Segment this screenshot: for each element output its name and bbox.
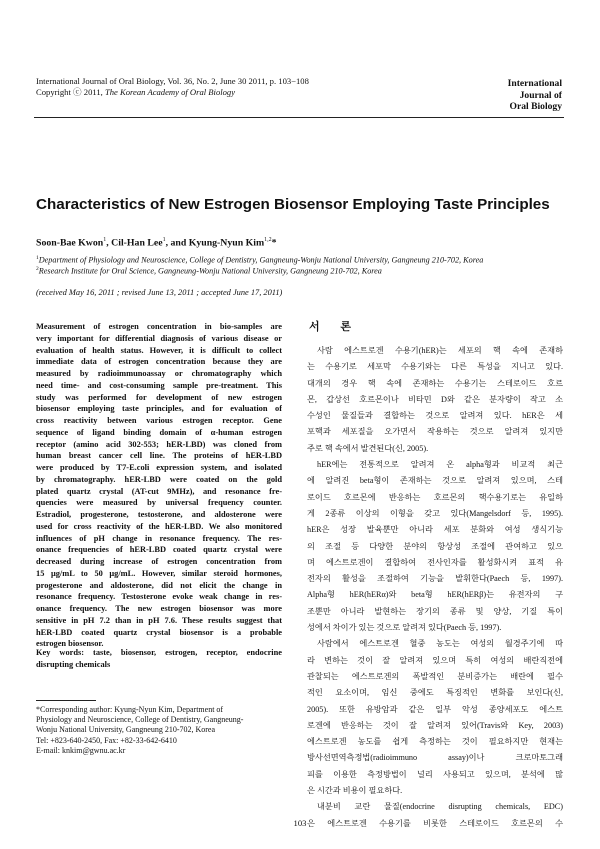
section-heading: 서 론: [309, 321, 361, 333]
abstract-line: cross reactivity between various estrogen receptor. Gene: [36, 416, 282, 425]
keywords-line: disrupting chemicals: [36, 659, 111, 669]
body-line: 사람에서 에스트로겐 혈중 농도는 여성의 월경주기에 따: [317, 639, 563, 649]
abstract-line: immediate data of estrogen concentration because they are: [36, 357, 282, 367]
abstract-line: study was performed for development of new estrogen: [36, 392, 282, 402]
body-line: 피를 이용한 측정방법이 널리 사용되고 있으며, 분석에 많: [307, 769, 563, 779]
body-line: 주로 핵 속에서 발견된다(신, 2005).: [307, 443, 429, 453]
affiliation: $^2$Research Institute for Oral Science, Gangneung-Wonju National University, Gangneung 210-702, Korea: [36, 266, 382, 276]
abstract-line: human breast cancer cell line. The proteins of hER-LBD: [36, 451, 282, 461]
brand-line: Oral Biology: [509, 101, 562, 112]
article-title: Characteristics of New Estrogen Biosensor Employing Taste Principles: [36, 196, 550, 213]
author-name: Soon-Bae Kwon: [36, 237, 104, 249]
journal-brand: [488, 78, 562, 113]
abstract-line: 15 μg/mL to 50 μg/mL. However, similar steroid hormones,: [36, 568, 282, 578]
body-line: 게 2종류 이상의 이형을 갖고 있다(Mangelsdorf 등, 1995).: [307, 508, 563, 518]
body-line: 방사선면역측정법(radioimmuno assay)이나 크로마토그래: [307, 753, 563, 763]
body-line: 은 시간과 비용이 필요하다.: [307, 786, 403, 796]
abstract-line: need time- and cost-consuming sample pre-treatment. This: [36, 380, 282, 390]
copyright-holder: The Korean Academy of Oral Biology: [104, 87, 236, 97]
author-name: Cil-Han Lee: [111, 237, 163, 249]
body-line: 성에서 차이가 있는 것으로 알려져 있다(Paech 등, 1997).: [307, 623, 502, 633]
abstract-line: quencies were measured by universal frequency counter.: [36, 498, 282, 508]
abstract-line: used for cross reactivity of the hER-LBD. We also monitored: [36, 521, 282, 531]
body-line: 몬, 갑상선 호르몬이나 비타민 D와 같은 분자량이 작고 소: [307, 394, 563, 404]
abstract-line: hER-LBD coated quartz crystal biosensor is a probable: [36, 627, 282, 637]
received-dates: (received May 16, 2011 ; revised June 13, 2011 ; accepted June 17, 2011): [36, 288, 283, 297]
body-line: 내분비 교란 물질(endocrine disrupting chemicals, EDC): [317, 802, 563, 812]
footnote-divider: [36, 700, 96, 701]
body-line: 조뿐만 아니라 발현하는 장기의 종류 및 양상, 기질 특이: [307, 606, 563, 616]
abstract-line: influences of pH change in resonance frequency. The res-: [36, 533, 282, 543]
author-list: Soon-Bae Kwon$^1$, Cil-Han Lee$^1$, and Kyung-Nyun Kim$^{1,2}$*: [36, 237, 277, 249]
body-line: Alpha형 hER(hERα)와 beta형 hER(hERβ)는 유전자의 구: [307, 590, 563, 600]
abstract-line: Estradiol, progesterone, testosterone, and aldosterone were: [36, 510, 282, 519]
abstract-line: measured by radioimmunoassay or chromatography which: [36, 369, 282, 378]
journal-header: [36, 76, 309, 98]
footnote-line: Tel: +823-640-2450, Fax: +82-33-642-6410: [36, 735, 177, 745]
body-line: 에스트로겐 농도를 쉽게 측정하는 것이 필요하지만 현재는: [307, 737, 563, 747]
abstract-line: onance frequency. The new estrogen biosensor was more: [36, 604, 282, 613]
corresponding-footnote: [36, 705, 282, 756]
author-name: and Kyung-Nyun Kim: [170, 237, 265, 249]
footnote-line: Wonju National University, Gangneung 210-702, Korea: [36, 725, 216, 735]
brand-line: Journal of: [519, 89, 562, 101]
copyright-symbol: ⓒ: [73, 87, 82, 97]
header-divider: [34, 117, 564, 118]
abstract-line: evaluation of health status. However, it is difficult to collect: [36, 345, 282, 355]
body-line: 며 에스트로겐이 결합하여 전사인자를 활성화시켜 표적 유: [307, 557, 563, 567]
body-line: 의 조절 등 다양한 분야의 항상성 조절에 관여하고 있으: [307, 541, 563, 551]
page-number: 103: [293, 818, 307, 828]
abstract-line: onance frequencies of hER-LBD coated quartz crystal were: [36, 545, 282, 555]
body-line: 로겐에 반응하는 것이 잘 알려져 있어(Travis와 Key, 2003): [307, 720, 563, 730]
abstract-line: Measurement of estrogen concentration in bio-samples are: [36, 322, 282, 331]
introduction-body: [307, 343, 563, 832]
abstract-line: resonance frequency. Testosterone evoke weak change in res-: [36, 592, 282, 602]
body-line: 는 수용기로 세포막 수용기와는 다른 특성을 지니고 있다.: [307, 362, 563, 372]
footnote-line: *Corresponding author: Kyung-Nyun Kim, Department of: [36, 705, 224, 714]
abstract-line: by chromatography. hER-LBD were coated on the gold: [36, 474, 282, 484]
abstract-line: very important for differential diagnosis of various disease or: [36, 333, 282, 343]
abstract-line: were produced by T7-E.coli expression system, and isolated: [36, 463, 282, 472]
corresponding-mark: *: [271, 237, 277, 249]
brand-line: International: [507, 78, 562, 89]
keywords: [36, 647, 282, 671]
citation-line: International Journal of Oral Biology, Vol. 36, No. 2, June 30 2011, p. 103−108: [36, 76, 309, 86]
abstract-line: decreased during increase of estrogen concentration from: [36, 557, 282, 566]
abstract-line: biosensor employing taste principles, and for evaluation of: [36, 404, 282, 414]
body-line: 2005). 또한 유방암과 같은 일부 악성 종양세포도 에스트: [307, 704, 563, 714]
copyright-line: Copyright ⓒ 2011, The Korean Academy of Oral Biology: [36, 87, 236, 97]
keywords-line: Key words: taste, biosensor, estrogen, receptor, endocrine: [36, 648, 282, 657]
author-affiliation-mark: 1: [162, 237, 166, 243]
body-line: hER에는 전통적으로 알려져 온 alpha형과 비교적 최근: [317, 460, 563, 470]
footnote-line: E-mail: knkim@gwnu.ac.kr: [36, 745, 126, 755]
abstract-line: estrogen biosensor.: [36, 639, 104, 649]
body-line: 포핵과 세포질을 오가면서 작용하는 것으로 알려져 있지만: [307, 427, 563, 437]
abstract-line: sequence of ligand binding domain of α-human estrogen: [36, 427, 282, 437]
author-affiliation-mark: 1,2: [264, 237, 272, 243]
abstract: [36, 321, 282, 650]
body-line: 사람 에스트로겐 수용기(hER)는 세포의 핵 속에 존재하: [317, 346, 563, 355]
affiliation: $^1$Department of Physiology and Neuroscience, College of Dentistry, Gangneung-Wonju National University, Gangneung 210-702, Korea: [36, 255, 484, 265]
body-line: 대개의 경우 핵 속에 존재하는 수용기는 스테로이드 호르: [307, 378, 563, 388]
body-line: 은 에스트로겐 수용기를 비롯한 스테로이드 호르몬의 수: [307, 818, 563, 828]
body-line: 전자의 활성을 조절하여 기능을 발휘한다(Paech 등, 1997).: [307, 574, 563, 584]
abstract-line: receptor (amino acid 302-553; hER-LBD) was cloned from: [36, 439, 282, 449]
body-line: 적인 요소이며, 임신 중에도 특징적인 변화를 보인다(신,: [307, 688, 563, 698]
footnote-line: Physiology and Neuroscience, College of Dentistry, Gangneung-: [36, 715, 244, 725]
body-line: 수성인 물질들과 결합하는 것으로 알려져 있다. hER은 세: [307, 411, 563, 421]
author-affiliation-mark: 1: [103, 237, 107, 243]
abstract-line: progesterone and aldosterone, did not elicit the change in: [36, 580, 282, 590]
abstract-line: sensitive in pH 7.2 than in pH 7.6. These results suggest that: [36, 615, 282, 625]
body-line: hER은 성장 발육뿐만 아니라 세포 분화와 여성 생식기능: [307, 525, 563, 535]
body-line: 로이드 호르몬에 반응하는 호르몬의 핵수용기로는 유일하: [307, 492, 563, 502]
body-line: 라 변하는 것이 잘 알려져 있으며 특히 여성의 배란직전에: [307, 655, 563, 665]
body-line: 관찰되는 에스트로겐의 폭발적인 분비증가는 배란에 필수: [307, 671, 563, 681]
abstract-line: plated quartz crystal (AT-cut 9MHz), and resonance fre-: [36, 486, 282, 496]
body-line: 에 알려진 beta형이 존재하는 것으로 알려져 있으며, 스테: [307, 476, 563, 486]
